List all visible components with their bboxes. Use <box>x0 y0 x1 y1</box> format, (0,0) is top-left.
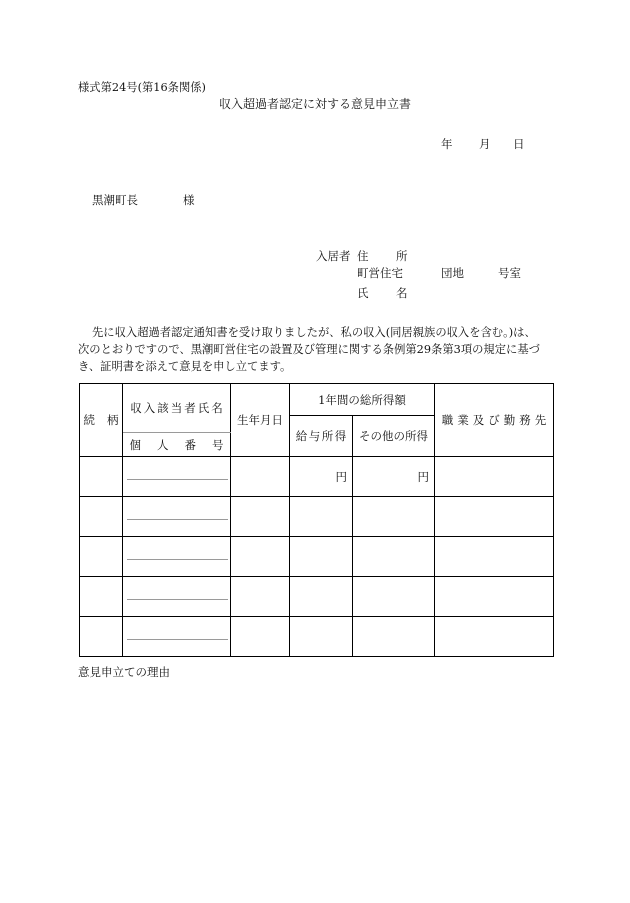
name-number-divider <box>127 479 228 480</box>
relation-cell <box>80 457 123 497</box>
reason-label: 意見申立ての理由 <box>78 665 170 679</box>
table-row <box>80 577 554 617</box>
table-row <box>80 497 554 537</box>
salary-income-cell <box>290 577 353 617</box>
name-number-divider <box>127 519 228 520</box>
other-yen-unit: 円 <box>417 469 430 484</box>
other-income-cell <box>353 537 435 577</box>
occupation-cell <box>435 577 554 617</box>
relation-cell <box>80 617 123 657</box>
housing-label: 町営住宅 <box>357 266 403 280</box>
salary-income-cell <box>290 617 353 657</box>
birth-date-cell <box>231 537 290 577</box>
header-row <box>80 384 554 416</box>
income-table <box>79 383 554 657</box>
other-income-cell <box>353 457 435 497</box>
name-number-divider <box>127 599 228 600</box>
birth-date-cell <box>231 577 290 617</box>
header-other-income-label: その他の所得 <box>359 429 428 443</box>
header-annual-total-income <box>290 384 435 416</box>
header-relation <box>80 384 131 457</box>
table-body <box>80 457 554 657</box>
header-salary-income <box>290 416 353 457</box>
relation-cell <box>80 497 123 537</box>
header-individual-number <box>123 433 240 457</box>
header-income-person-name-label: 収入該当者氏名 <box>130 401 225 415</box>
header-income-person-name <box>123 384 231 433</box>
salary-income-cell <box>290 457 353 497</box>
name-cell <box>123 617 231 657</box>
housing-complex-label: 団地 <box>441 266 464 280</box>
other-income-cell <box>353 577 435 617</box>
date-year-label: 年 <box>441 137 453 151</box>
name-number-divider <box>127 559 228 560</box>
housing-room-label: 号室 <box>498 266 521 280</box>
statement-line: 次のとおりですので、黒潮町営住宅の設置及び管理に関する条例第29条第3項の規定に基づ <box>78 343 540 356</box>
header-occupation-workplace <box>435 384 554 457</box>
birth-date-cell <box>231 497 290 537</box>
table-row <box>80 617 554 657</box>
applicant-role-label: 入居者 <box>316 249 351 263</box>
other-income-cell <box>353 617 435 657</box>
other-income-cell <box>353 497 435 537</box>
applicant-name-label: 氏名 <box>357 286 435 300</box>
header-other-income <box>353 416 435 457</box>
header-birth-date-label: 生年月日 <box>237 413 283 427</box>
statement-line: き、証明書を添えて意見を申し立てます。 <box>78 360 292 373</box>
name-cell <box>123 497 231 537</box>
header-occupation-workplace-label: 職業及び勤務先 <box>441 413 551 427</box>
salary-income-cell <box>290 497 353 537</box>
relation-cell <box>80 537 123 577</box>
form-number: 様式第24号(第16条関係) <box>78 81 206 94</box>
header-salary-income-label: 給与所得 <box>295 429 348 443</box>
header-individual-number-label: 個人番号 <box>129 437 240 452</box>
occupation-cell <box>435 537 554 577</box>
birth-date-cell <box>231 457 290 497</box>
salary-yen-unit: 円 <box>335 469 347 484</box>
date-day-label: 日 <box>513 137 525 151</box>
occupation-cell <box>435 497 554 537</box>
name-cell <box>123 457 231 497</box>
name-cell <box>123 537 231 577</box>
occupation-cell <box>435 617 554 657</box>
table-row <box>80 537 554 577</box>
header-relation-label: 続柄 <box>83 413 131 427</box>
name-cell <box>123 577 231 617</box>
relation-cell <box>80 577 123 617</box>
header-annual-total-income-label: 1年間の総所得額 <box>318 392 406 407</box>
date-month-label: 月 <box>479 137 491 151</box>
statement-line: 先に収入超過者認定通知書を受け取りましたが、私の収入(同居親族の収入を含む。)は、 <box>92 326 536 339</box>
name-number-divider <box>127 639 228 640</box>
table-row <box>80 457 554 497</box>
addressee-honorific: 様 <box>183 193 195 207</box>
birth-date-cell <box>231 617 290 657</box>
form-title: 収入超過者認定に対する意見申立書 <box>219 97 412 111</box>
addressee-name: 黒潮町長 <box>92 193 138 207</box>
address-label: 住所 <box>357 249 435 263</box>
table-header <box>80 384 554 457</box>
occupation-cell <box>435 457 554 497</box>
salary-income-cell <box>290 537 353 577</box>
